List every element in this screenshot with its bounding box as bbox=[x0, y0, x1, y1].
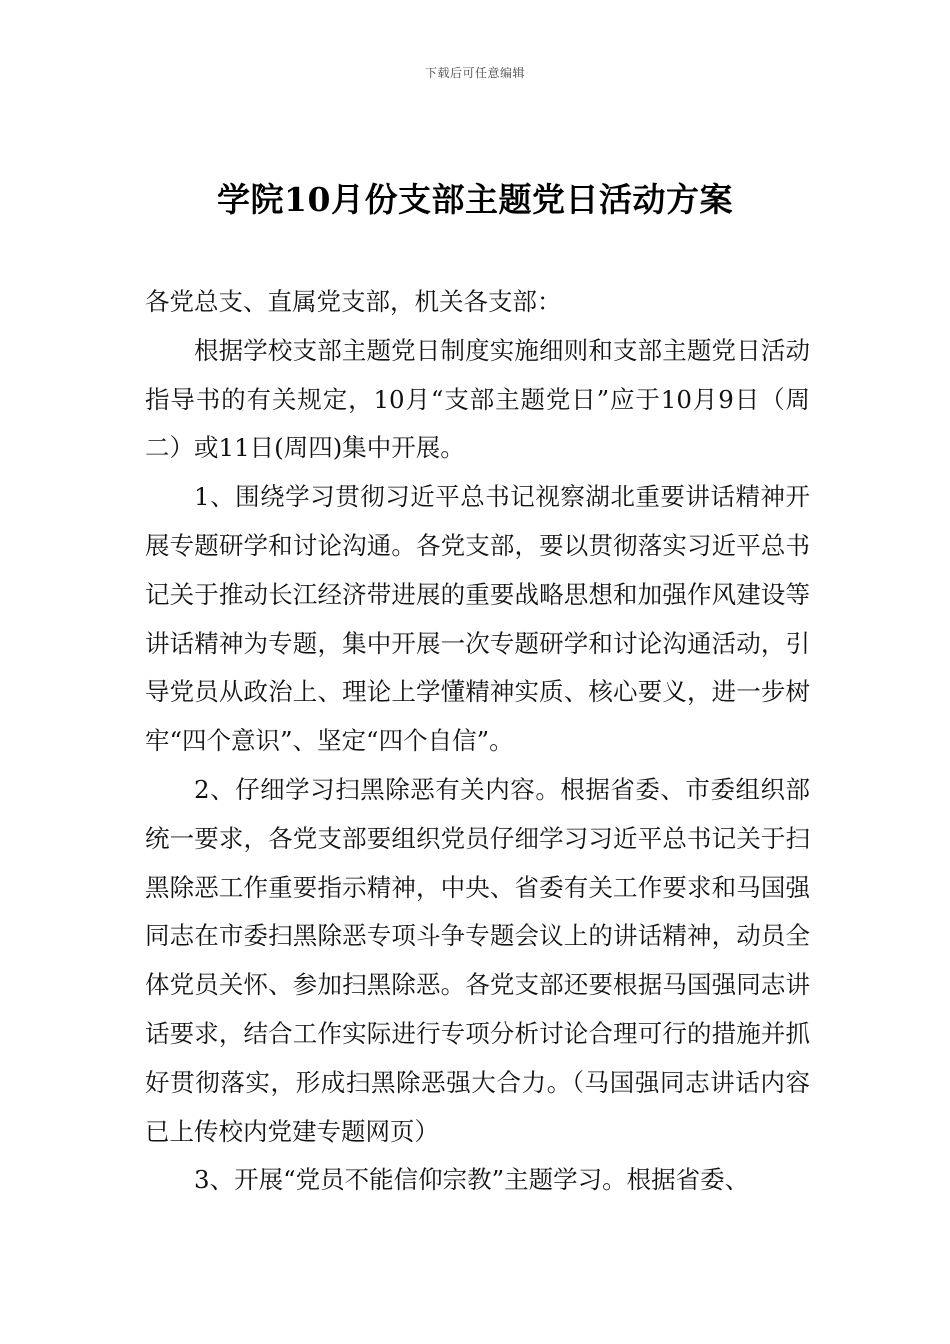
paragraph-item-3: 3、开展“党员不能信仰宗教”主题学习。根据省委、 bbox=[194, 1165, 750, 1195]
salutation: 各党总支、直属党支部，机关各支部： bbox=[145, 287, 562, 316]
document-title: 学院10月份支部主题党日活动方案 bbox=[217, 180, 733, 219]
paragraph-item-2: 2、仔细学习扫黑除恶有关内容。根据省委、市委组织部统一要求，各党支部要组织党员仔细学习习近平总书记关于扫黑除恶工作重要指示精神，中央、省委有关工作要求和马国强同志在市委扫黑除恶专项斗争专题会议上的讲话精神，动员全体党员关怀、参加扫黑除恶。各党支部还要根据马国强同志讲话要求，结合工作实际进行专项分析讨论合理可行的措施并抓好贯彻落实，形成扫黑除恶强大合力。（马国强同志讲话内容已上传校内党建专题网页） bbox=[145, 774, 810, 1146]
header-note: 下载后可任意编辑 bbox=[424, 66, 525, 80]
document-body bbox=[145, 278, 810, 1205]
paragraph-intro: 根据学校支部主题党日制度实施细则和支部主题党日活动指导书的有关规定，10月“支部主题党日”应于10月9日（周二）或11日(周四)集中开展。 bbox=[145, 335, 810, 463]
paragraph-item-1: 1、围绕学习贯彻习近平总书记视察湖北重要讲话精神开展专题研学和讨论沟通。各党支部，要以贯彻落实习近平总书记关于推动长江经济带进展的重要战略思想和加强作风建设等讲话精神为专题，集中开展一次专题研学和讨论沟通活动，引导党员从政治上、理论上学懂精神实质、核心要义，进一步树牢“四个意识”、坚定“四个自信”。 bbox=[145, 482, 810, 756]
